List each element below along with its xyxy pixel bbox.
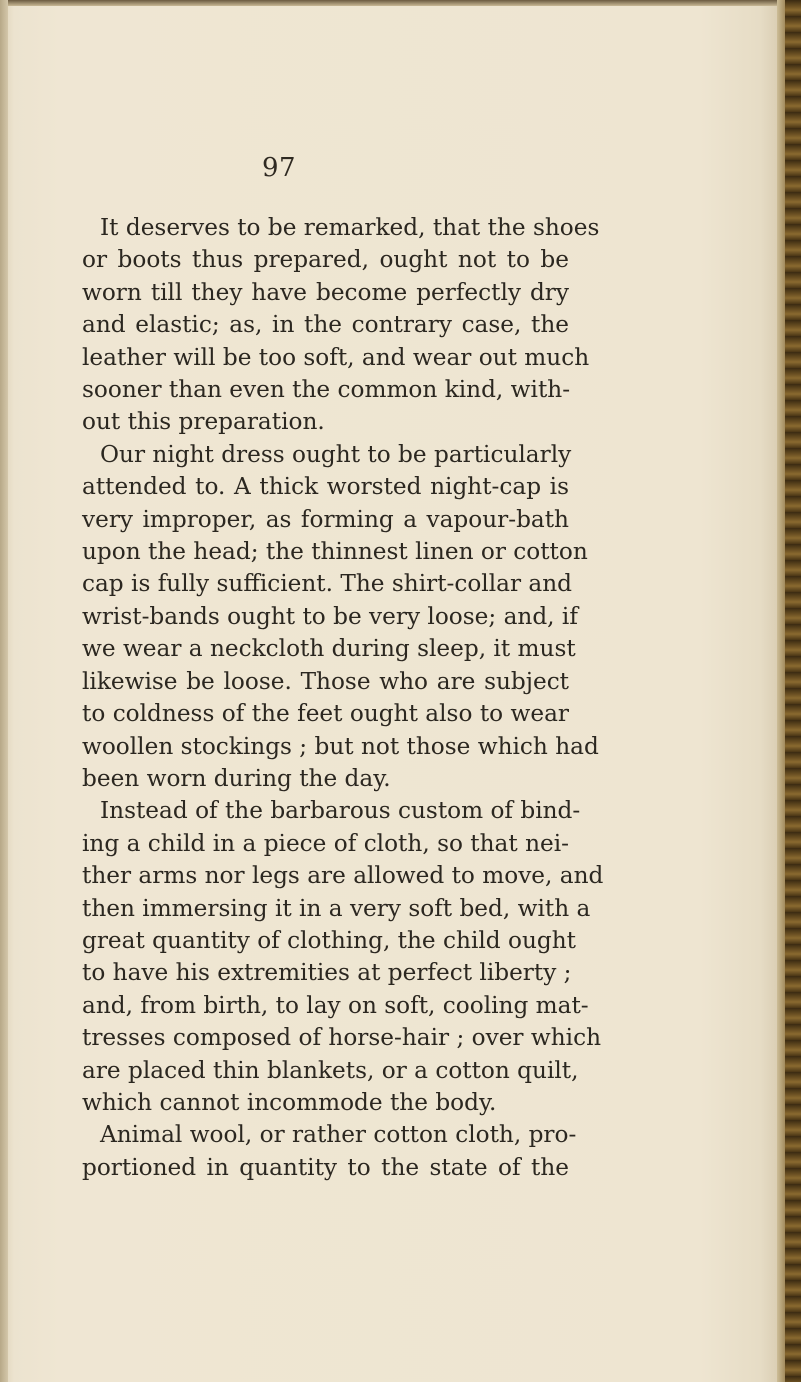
text-line: Our night dress ought to be particularly bbox=[100, 440, 572, 468]
text-line: are placed thin blankets, or a cotton quilt, bbox=[82, 1056, 579, 1084]
text-line: then immersing it in a very soft bed, with a bbox=[82, 894, 591, 922]
text-line: woollen stockings ; but not those which had bbox=[82, 732, 599, 760]
text-line: been worn during the day. bbox=[82, 764, 391, 792]
text-line: we wear a neckcloth during sleep, it must bbox=[82, 635, 576, 663]
text-line: or boots thus prepared, ought not to be bbox=[82, 246, 569, 274]
text-line: wrist-bands ought to be very loose; and, if bbox=[82, 602, 578, 630]
text-line: worn till they have become perfectly dry bbox=[82, 278, 569, 306]
text-line: It deserves to be remarked, that the shoes bbox=[100, 214, 600, 241]
page-number: 97 bbox=[262, 153, 297, 183]
body-text bbox=[82, 212, 604, 1184]
text-line: and, from birth, to lay on soft, cooling mat- bbox=[82, 991, 589, 1019]
book-spine bbox=[785, 0, 801, 1382]
text-line: upon the head; the thinnest linen or cotton bbox=[82, 538, 588, 566]
text-line: great quantity of clothing, the child ought bbox=[82, 926, 576, 954]
text-line: ing a child in a piece of cloth, so that nei- bbox=[82, 829, 569, 857]
text-line: to coldness of the feet ought also to wear bbox=[82, 700, 569, 728]
page-left-edge bbox=[0, 0, 8, 1382]
text-line: tresses composed of horse-hair ; over which bbox=[82, 1024, 602, 1052]
text-line: which cannot incommode the body. bbox=[82, 1088, 497, 1116]
text-line: Instead of the barbarous custom of bind- bbox=[100, 797, 581, 825]
text-line: Animal wool, or rather cotton cloth, pro- bbox=[100, 1121, 577, 1149]
text-line: out this preparation. bbox=[82, 408, 325, 436]
binding-gutter bbox=[777, 0, 785, 1382]
text-line: ther arms nor legs are allowed to move, and bbox=[82, 862, 604, 890]
text-line: very improper, as forming a vapour-bath bbox=[82, 505, 569, 533]
text-line: to have his extremities at perfect liberty ; bbox=[82, 959, 572, 987]
text-line: likewise be loose. Those who are subject bbox=[82, 667, 569, 695]
text-line: sooner than even the common kind, with- bbox=[82, 376, 571, 404]
text-line: portioned in quantity to the state of the bbox=[82, 1153, 569, 1181]
text-line: cap is fully sufficient. The shirt-collar and bbox=[82, 570, 573, 598]
text-line: and elastic; as, in the contrary case, the bbox=[82, 311, 569, 339]
page-top-shadow bbox=[0, 0, 801, 6]
text-line: leather will be too soft, and wear out much bbox=[82, 343, 590, 371]
text-line: attended to. A thick worsted night-cap is bbox=[82, 473, 569, 501]
